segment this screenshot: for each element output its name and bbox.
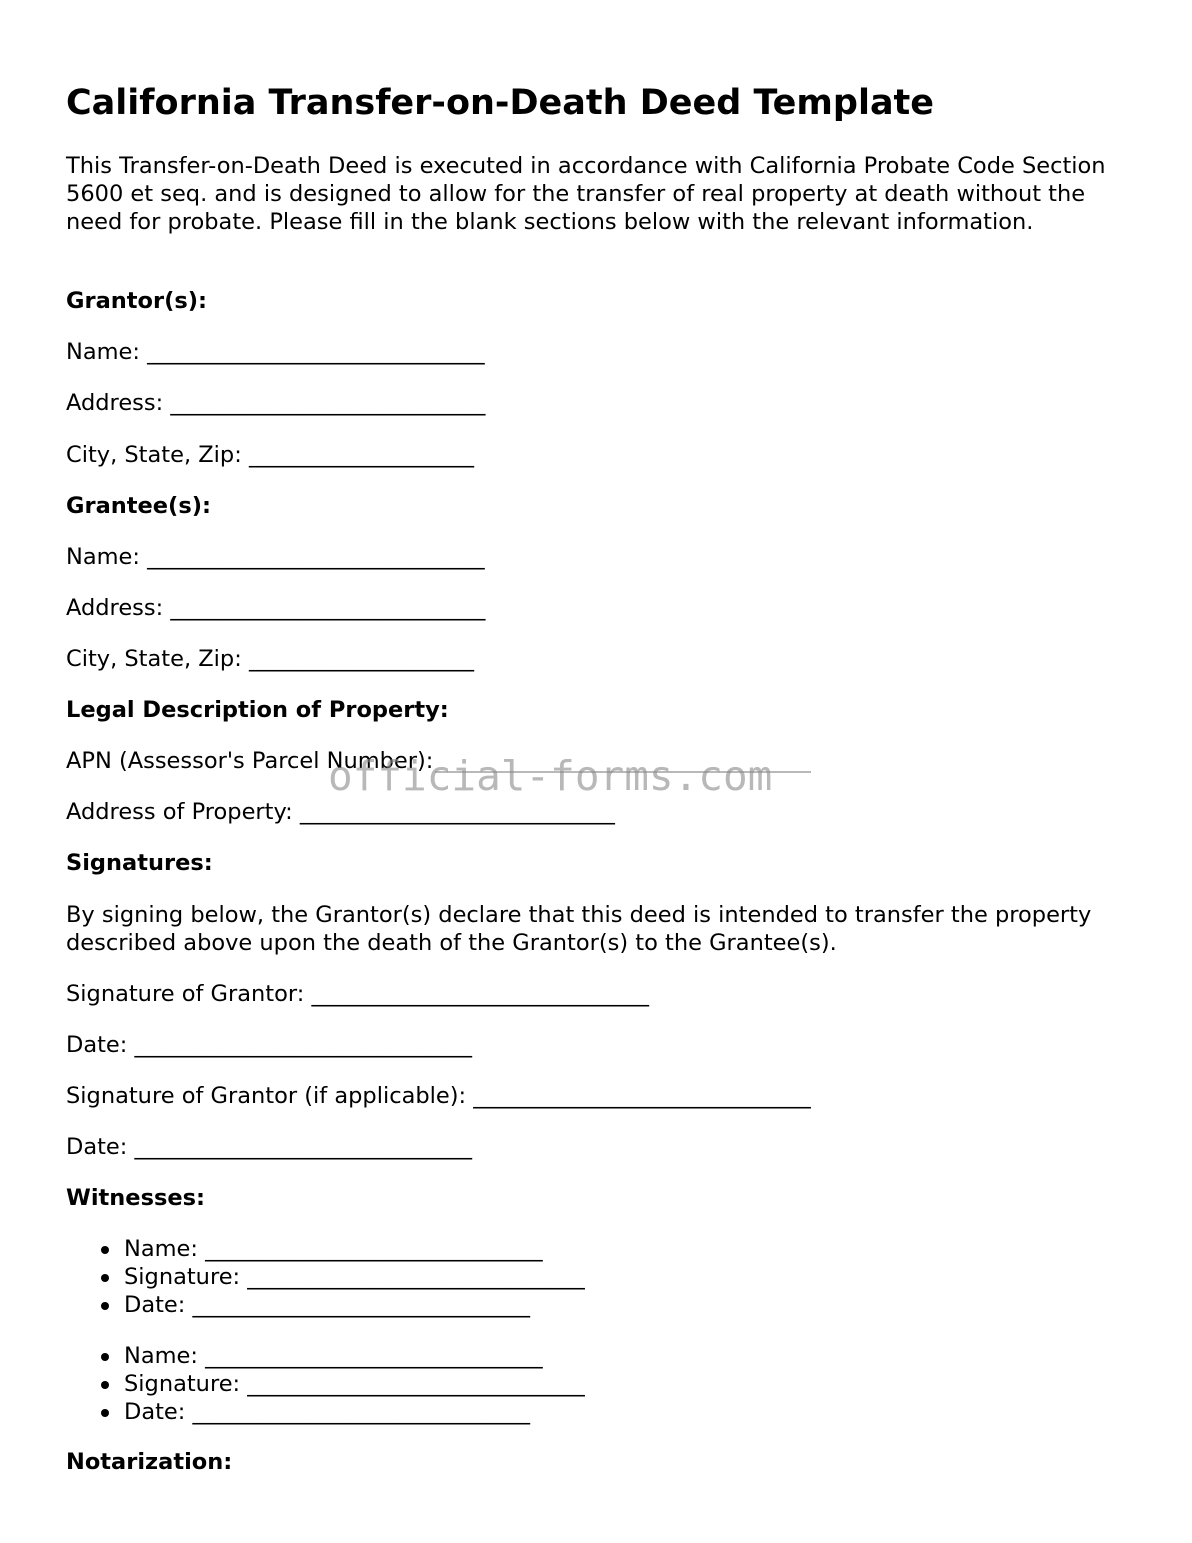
document-title: California Transfer-on-Death Deed Template — [66, 83, 935, 123]
witness-2-signature-field[interactable]: Signature: ______________________________ — [66, 1370, 585, 1398]
signatures-heading: Signatures: — [66, 850, 213, 876]
watermark-strike-line — [435, 771, 811, 773]
grantor-city-state-zip-field[interactable]: City, State, Zip: ____________________ — [66, 442, 474, 468]
grantor-signature-date-field[interactable]: Date: ______________________________ — [66, 1032, 473, 1058]
witness-1-list — [66, 1235, 585, 1319]
grantor-address-field[interactable]: Address: ____________________________ — [66, 390, 486, 416]
witness-2-date-field[interactable]: Date: ______________________________ — [66, 1398, 585, 1426]
notarization-heading: Notarization: — [66, 1449, 233, 1475]
second-grantor-signature-field[interactable]: Signature of Grantor (if applicable): ______________________________ — [66, 1083, 811, 1109]
grantor-name-field[interactable]: Name: ______________________________ — [66, 339, 485, 365]
witness-1-signature-field[interactable]: Signature: ______________________________ — [66, 1263, 585, 1291]
grantee-name-field[interactable]: Name: ______________________________ — [66, 544, 485, 570]
grantor-heading: Grantor(s): — [66, 288, 208, 314]
witnesses-heading: Witnesses: — [66, 1185, 205, 1211]
watermark: official-forms.com — [328, 752, 773, 800]
witness-1-name-field[interactable]: Name: ______________________________ — [66, 1235, 585, 1263]
apn-field[interactable]: APN (Assessor's Parcel Number): — [66, 748, 434, 774]
grantee-heading: Grantee(s): — [66, 493, 211, 519]
property-heading: Legal Description of Property: — [66, 697, 449, 723]
intro-paragraph: This Transfer-on-Death Deed is executed in accordance with California Probate Code Section 5600 et seq. and is designed to allow for the transfer of real property at death without the need for probate. Please fill in the blank sections below with the relevant information. — [66, 153, 1106, 235]
grantee-address-field[interactable]: Address: ____________________________ — [66, 595, 486, 621]
second-grantor-date-field[interactable]: Date: ______________________________ — [66, 1134, 473, 1160]
property-address-field[interactable]: Address of Property: ____________________________ — [66, 799, 615, 825]
witness-2-name-field[interactable]: Name: ______________________________ — [66, 1342, 585, 1370]
witness-1-date-field[interactable]: Date: ______________________________ — [66, 1291, 585, 1319]
signatures-statement: By signing below, the Grantor(s) declare that this deed is intended to transfer the property described above upon the death of the Grantor(s) to the Grantee(s). — [66, 902, 1092, 956]
grantee-city-state-zip-field[interactable]: City, State, Zip: ____________________ — [66, 646, 474, 672]
grantor-signature-field[interactable]: Signature of Grantor: ______________________________ — [66, 981, 649, 1007]
witness-2-list — [66, 1342, 585, 1426]
